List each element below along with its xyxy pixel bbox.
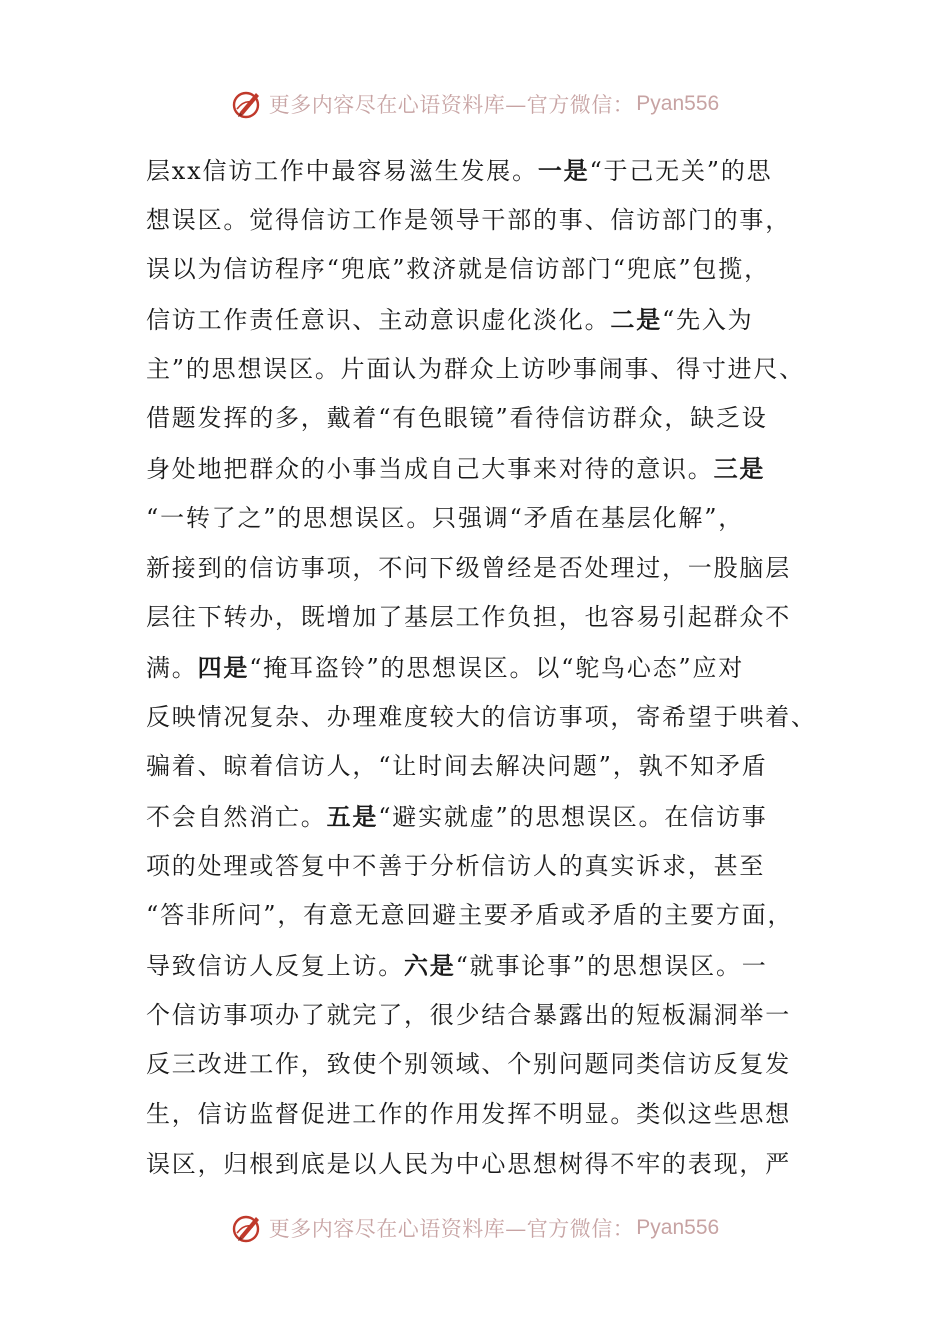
text-run: 反三改进工作，致使个别领域、个别问题同类信访反复发 bbox=[146, 1050, 791, 1079]
text-line bbox=[146, 1040, 816, 1090]
text-run: 生，信访监督促进工作的作用发挥不明显。类似这些思想 bbox=[146, 1100, 791, 1129]
text-run: 想误区。觉得信访工作是领导干部的事、信访部门的事， bbox=[146, 205, 791, 234]
text-run: 信访工作责任意识、主动意识虚化淡化。 bbox=[146, 306, 611, 335]
text-line bbox=[146, 1090, 816, 1140]
document-body bbox=[146, 146, 816, 1189]
text-run: 层xx信访工作中最容易滋生发展。 bbox=[146, 157, 538, 185]
text-line bbox=[146, 742, 816, 792]
text-run: 反映情况复杂、办理难度较大的信访事项，寄希望于哄着、 bbox=[146, 702, 817, 731]
text-run: 满。 bbox=[146, 653, 198, 682]
text-run: 个信访事项办了就完了，很少结合暴露出的短板漏洞举一 bbox=[146, 1000, 791, 1029]
text-line bbox=[146, 196, 816, 246]
text-line bbox=[146, 245, 816, 295]
text-line bbox=[146, 444, 816, 494]
text-run: 身处地把群众的小事当成自己大事来对待的意识。 bbox=[146, 455, 714, 484]
text-line bbox=[146, 394, 816, 444]
watermark-text: 更多内容尽在心语资料库—官方微信： bbox=[268, 1217, 635, 1241]
text-run: “掩耳盗铃”的思想误区。以“鸵鸟心态”应对 bbox=[249, 653, 745, 682]
pen-circle-icon bbox=[231, 1211, 265, 1245]
watermark-text: 更多内容尽在心语资料库—官方微信： bbox=[268, 93, 635, 117]
text-line bbox=[146, 494, 816, 544]
text-run: “避实就虚”的思想误区。在信访事 bbox=[378, 802, 768, 831]
text-run: 不会自然消亡。 bbox=[146, 802, 327, 831]
bold-ordinal: 五是 bbox=[326, 801, 379, 831]
text-line bbox=[146, 146, 816, 196]
text-line bbox=[146, 1140, 816, 1190]
text-run: 借题发挥的多，戴着“有色眼镜”看待信访群众，缺乏设 bbox=[146, 404, 768, 433]
text-run: 误以为信访程序“兜底”救济就是信访部门“兜底”包揽， bbox=[146, 255, 770, 284]
bold-ordinal: 四是 bbox=[197, 652, 250, 682]
text-run: 导致信访人反复上访。 bbox=[146, 952, 404, 980]
text-line bbox=[146, 544, 816, 594]
text-run: 新接到的信访事项，不问下级曾经是否处理过，一股脑层 bbox=[146, 553, 791, 582]
pen-circle-icon bbox=[231, 87, 265, 121]
text-line bbox=[146, 693, 816, 743]
text-line bbox=[146, 891, 816, 941]
text-run: 层往下转办，既增加了基层工作负担，也容易引起群众不 bbox=[146, 603, 791, 632]
text-run: 项的处理或答复中不善于分析信访人的真实诉求，甚至 bbox=[146, 851, 766, 880]
text-line bbox=[146, 643, 816, 693]
text-run: “一转了之”的思想误区。只强调“矛盾在基层化解”， bbox=[146, 503, 745, 532]
text-run: “答非所问”，有意无意回避主要矛盾或矛盾的主要方面， bbox=[146, 901, 794, 930]
bold-ordinal: 三是 bbox=[713, 454, 766, 484]
text-line bbox=[146, 941, 816, 991]
text-run: “于己无关”的思 bbox=[589, 157, 773, 185]
text-run: 骗着、晾着信访人，“让时间去解决问题”，孰不知矛盾 bbox=[146, 752, 768, 781]
text-line bbox=[146, 295, 816, 345]
text-line bbox=[146, 842, 816, 892]
bold-ordinal: 六是 bbox=[404, 951, 456, 980]
watermark-id: Pyan556 bbox=[636, 92, 720, 115]
text-line bbox=[146, 593, 816, 643]
text-run: “就事论事”的思想误区。一 bbox=[455, 952, 768, 980]
text-run: 误区，归根到底是以人民为中心思想树得不牢的表现，严 bbox=[146, 1149, 791, 1178]
text-line bbox=[146, 345, 816, 395]
text-run: 主”的思想误区。片面认为群众上访吵事闹事、得寸进尺、 bbox=[146, 354, 806, 383]
header-watermark bbox=[0, 84, 950, 124]
watermark-id: Pyan556 bbox=[636, 1216, 720, 1239]
bold-ordinal: 二是 bbox=[610, 305, 663, 335]
bold-ordinal: 一是 bbox=[537, 156, 590, 185]
text-run: “先入为 bbox=[662, 306, 754, 335]
text-line bbox=[146, 792, 816, 842]
footer-watermark bbox=[0, 1208, 950, 1248]
text-line bbox=[146, 991, 816, 1041]
